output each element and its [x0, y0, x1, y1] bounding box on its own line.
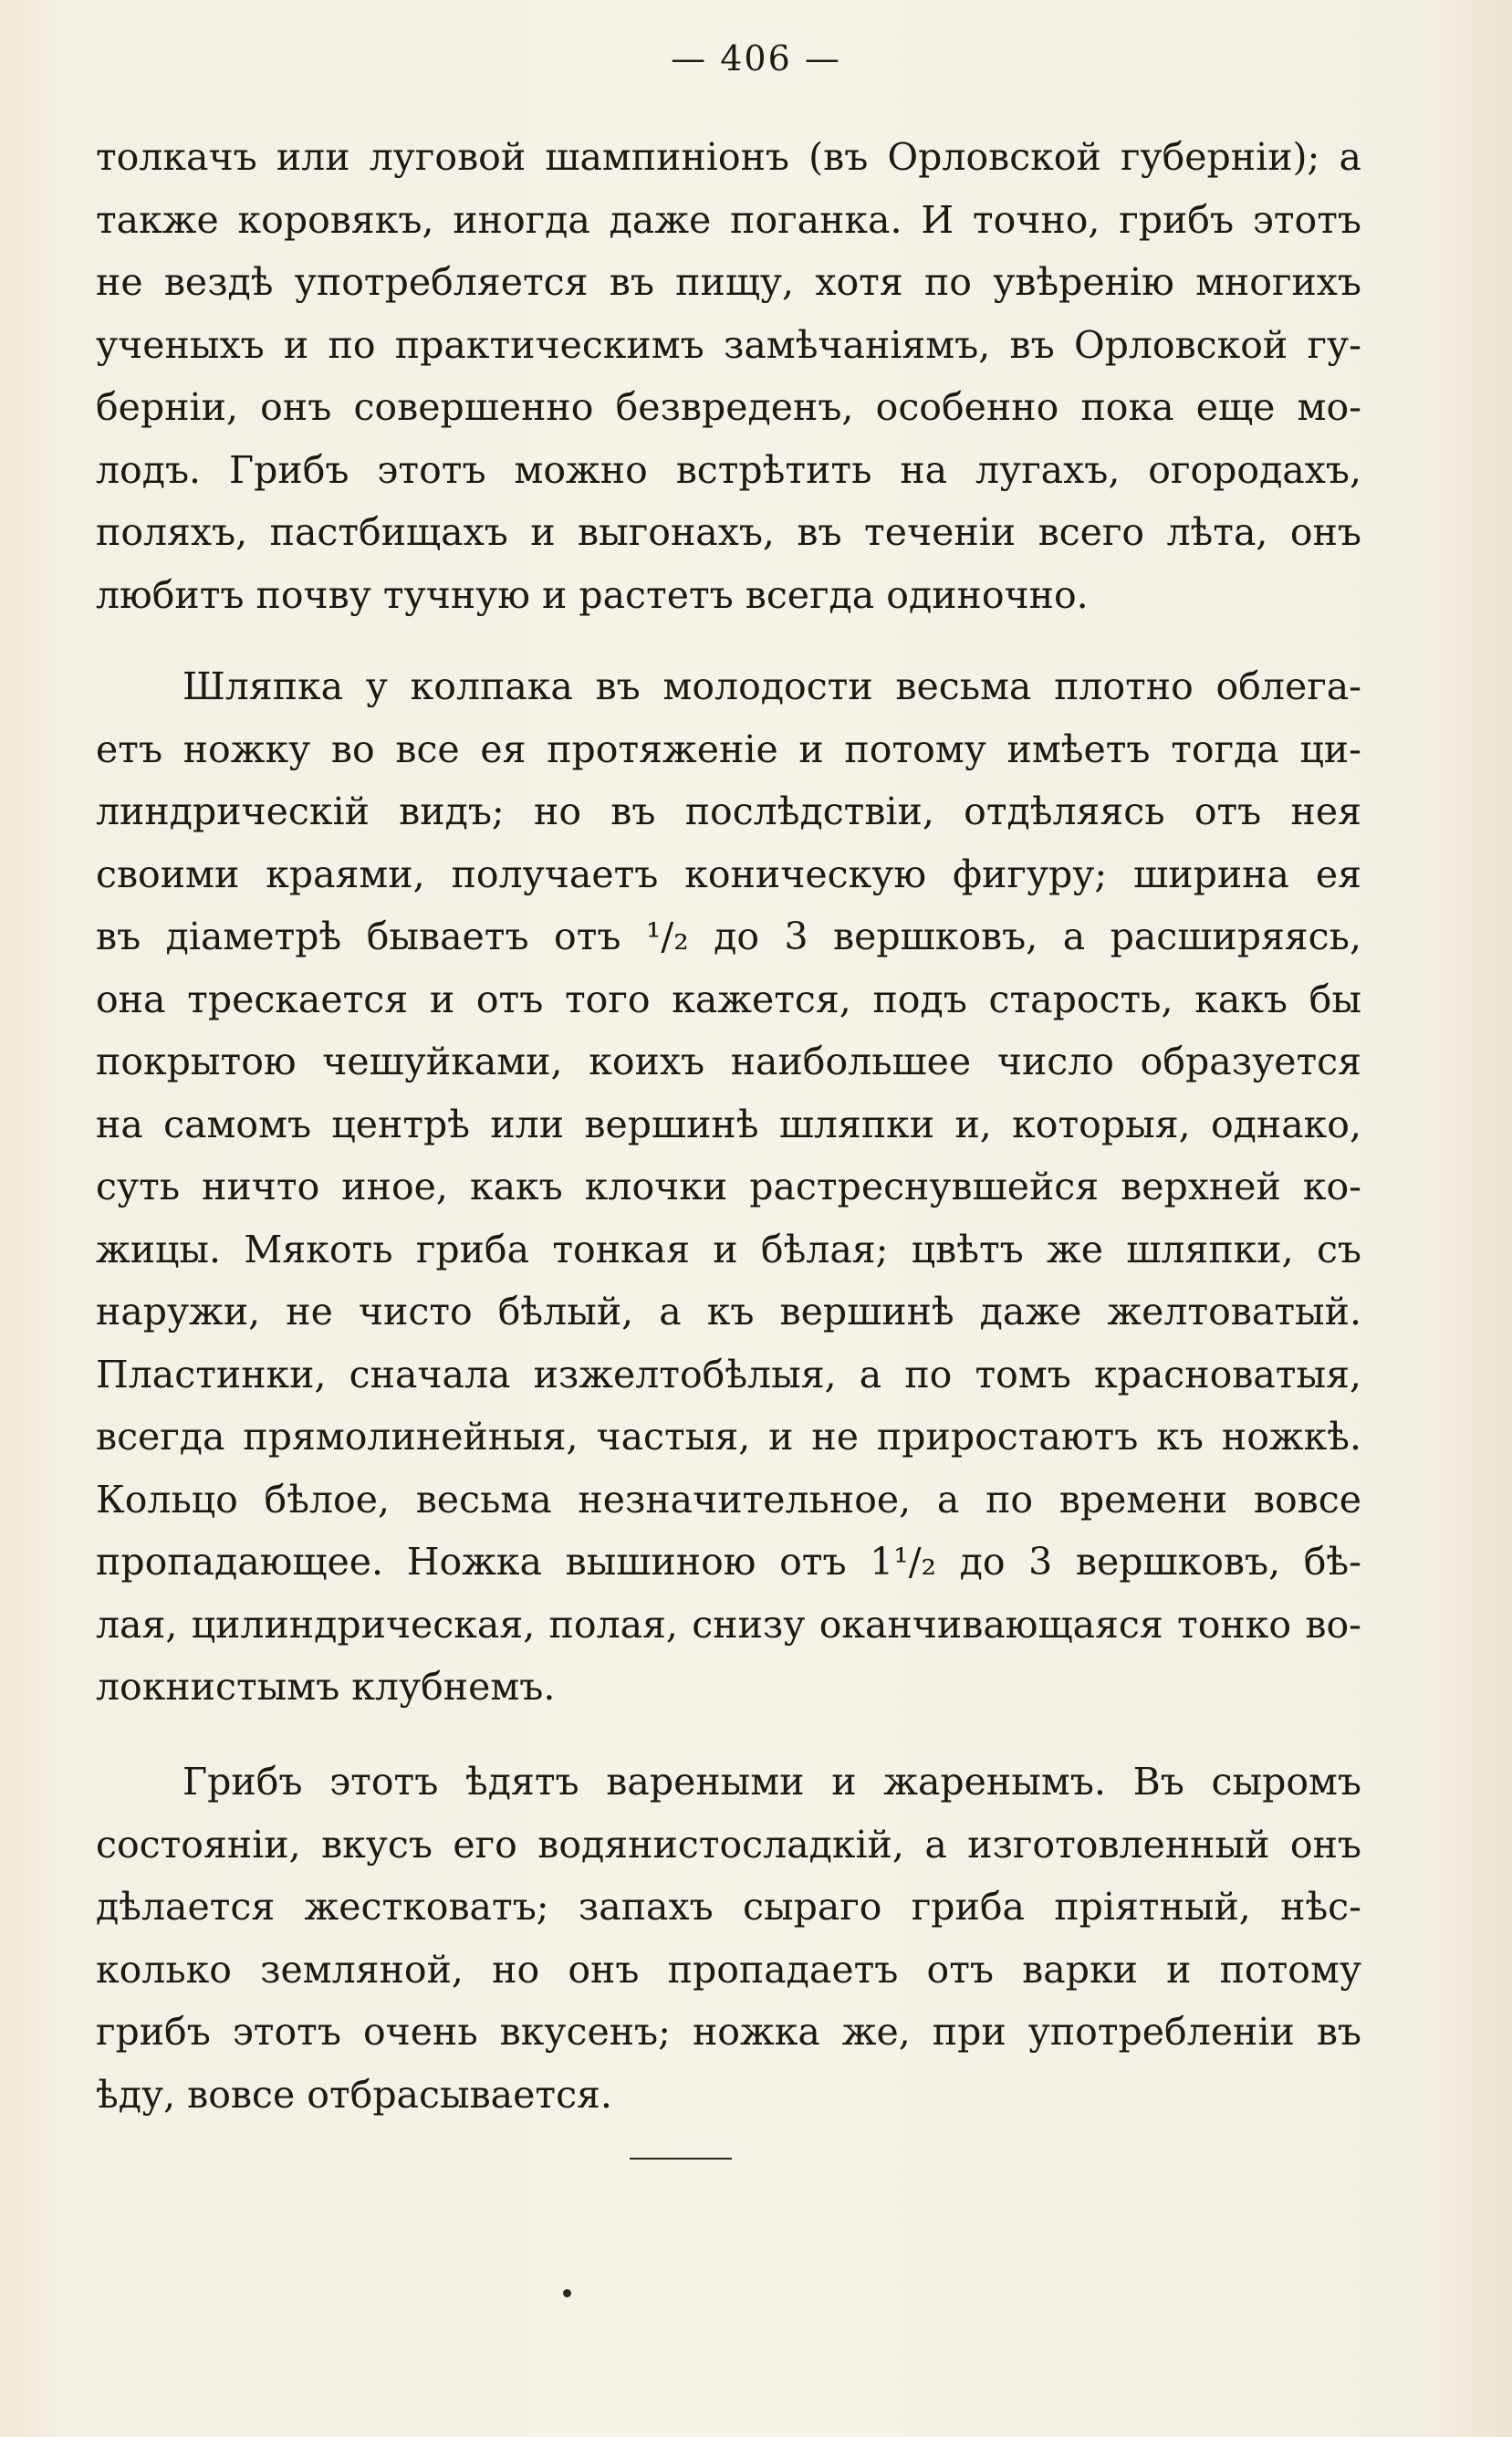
paragraph-line: лодъ. Грибъ этотъ можно встрѣтить на лугахъ, огородахъ, [96, 447, 1361, 492]
paragraph-line: также коровякъ, иногда даже поганка. И точно, грибъ этотъ [96, 197, 1361, 242]
paragraph-line: пропадающее. Ножка вышиною отъ 1¹/₂ до 3 вершковъ, бѣ- [96, 1540, 1361, 1584]
paragraph-line: наружи, не чисто бѣлый, а къ вершинѣ даже желтоватый. [96, 1290, 1361, 1334]
paragraph-line: грибъ этотъ очень вкусенъ; ножка же, при употребленіи въ [96, 2010, 1361, 2054]
paragraph-line: своими краями, получаетъ коническую фигуру; ширина ея [96, 852, 1361, 896]
paragraph-line: дѣлается жестковатъ; запахъ сыраго гриба пріятный, нѣс- [96, 1885, 1361, 1929]
paragraph-line: состояніи, вкусъ его водянистосладкій, а изготовленный онъ [96, 1822, 1361, 1867]
paragraph-line: всегда прямолинейныя, частыя, и не приростаютъ къ ножкѣ. [96, 1415, 1361, 1459]
paragraph-line: колько земляной, но онъ пропадаетъ отъ варки и потому [96, 1947, 1361, 1992]
paragraph-3 [96, 1751, 1361, 2126]
paragraph-line: не вездѣ употребляется въ пищу, хотя по увѣренію многихъ [96, 260, 1361, 304]
paragraph-line: любитъ почву тучную и растетъ всегда одиночно. [96, 572, 1089, 617]
paragraph-line: берніи, онъ совершенно безвреденъ, особенно пока еще мо- [96, 385, 1361, 429]
section-divider [630, 2158, 732, 2160]
ink-dot [563, 2289, 571, 2297]
paragraph-line: на самомъ центрѣ или вершинѣ шляпки и, которыя, однако, [96, 1102, 1361, 1146]
paragraph-line: суть ничто иное, какъ клочки растреснувшейся верхней ко- [96, 1165, 1361, 1208]
paragraph-line: ученыхъ и по практическимъ замѣчаніямъ, въ Орловской гу- [96, 322, 1361, 367]
paragraph-line: въ діаметрѣ бываетъ отъ ¹/₂ до 3 вершковъ, а расширяясь, [96, 915, 1361, 958]
paragraph-line: Пластинки, сначала изжелтобѣлыя, а по томъ красноватыя, [96, 1352, 1361, 1396]
paragraph-2 [96, 655, 1361, 1719]
paragraph-line: ѣду, вовсе отбрасывается. [96, 2072, 612, 2117]
paragraph-line: линдрическій видъ; но въ послѣдствіи, отдѣляясь отъ нея [96, 790, 1361, 833]
paragraph-line: Кольцо бѣлое, весьма незначительное, а по времени вовсе [96, 1477, 1361, 1522]
page-number: — 406 — [671, 38, 841, 78]
paragraph-line: поляхъ, пастбищахъ и выгонахъ, въ теченіи всего лѣта, онъ [96, 510, 1361, 554]
paragraph-line: Шляпка у колпака въ молодости весьма плотно облега- [182, 664, 1361, 708]
paragraph-line: покрытою чешуйками, коихъ наибольшее число образуется [96, 1040, 1361, 1083]
paragraph-line: толкачъ или луговой шампиніонъ (въ Орловской губерніи); а [96, 135, 1361, 179]
paragraph-line: лая, цилиндрическая, полая, снизу оканчивающаяся тонко во- [96, 1602, 1361, 1647]
paragraph-line: локнистымъ клубнемъ. [96, 1665, 556, 1709]
paragraph-line: етъ ножку во все ея протяженіе и потому имѣетъ тогда ци- [96, 727, 1361, 771]
paragraph-line: она трескается и отъ того кажется, подъ старость, какъ бы [96, 977, 1361, 1021]
paragraph-line: Грибъ этотъ ѣдятъ вареными и жаренымъ. Въ сыромъ [182, 1760, 1361, 1804]
paragraph-1 [96, 126, 1361, 626]
paragraph-line: жицы. Мякоть гриба тонкая и бѣлая; цвѣтъ же шляпки, съ [96, 1227, 1361, 1271]
